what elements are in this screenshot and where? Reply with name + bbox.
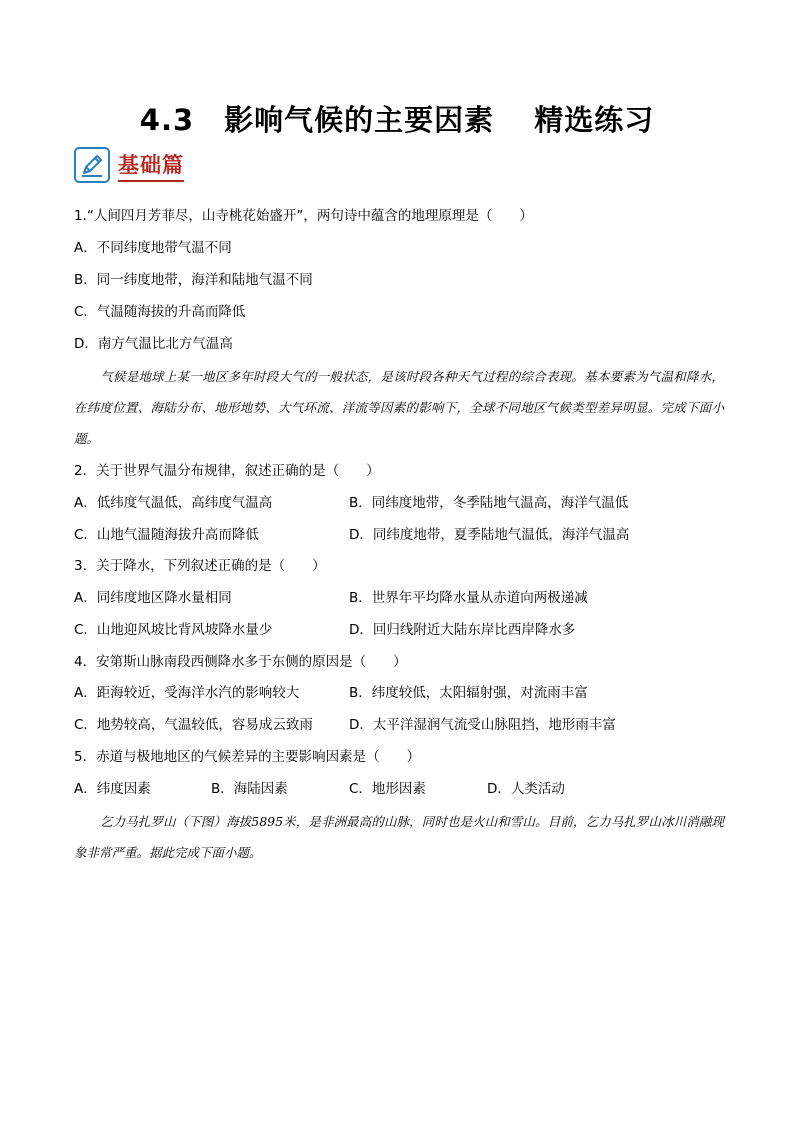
q2-option-c: C．山地气温随海拔升高而降低 bbox=[74, 527, 259, 543]
q4-option-b: B．纬度较低，太阳辐射强，对流雨丰富 bbox=[349, 685, 588, 701]
q5-option-b: B．海陆因素 bbox=[211, 781, 288, 797]
passage-climate bbox=[74, 361, 724, 454]
lesson-subtitle: 精选练习 bbox=[534, 103, 655, 137]
q4-option-d: D．太平洋湿润气流受山脉阻挡，地形雨丰富 bbox=[349, 717, 616, 733]
passage-climate-text: 气候是地球上某一地区多年时段大气的一般状态，是该时段各种天气过程的综合表现。基本要素为气温和降水，在纬度位置、海陆分布、地形地势、大气环流、洋流等因素的影响下，全球不同地区气候类型差异明显。完成下面小题。 bbox=[74, 369, 724, 446]
q5-option-d: D．人类活动 bbox=[487, 781, 565, 797]
q3-option-a: A．同纬度地区降水量相同 bbox=[74, 590, 232, 606]
q1-option-a: A．不同纬度地带气温不同 bbox=[74, 240, 232, 256]
passage-kilimanjaro-text: 乞力马扎罗山（下图）海拔5895米，是非洲最高的山脉，同时也是火山和雪山。目前，乞力马扎罗山冰川消融现象非常严重。据此完成下面小题。 bbox=[74, 814, 724, 860]
q1-option-c: C．气温随海拔的升高而降低 bbox=[74, 304, 246, 320]
question-5-stem: 5．赤道与极地地区的气候差异的主要影响因素是（ ） bbox=[74, 749, 421, 765]
q2-option-d: D．同纬度地带，夏季陆地气温低，海洋气温高 bbox=[349, 527, 630, 543]
passage-kilimanjaro bbox=[74, 806, 724, 868]
question-4-stem: 4．安第斯山脉南段西侧降水多于东侧的原因是（ ） bbox=[74, 654, 407, 670]
q3-option-c: C．山地迎风坡比背风坡降水量少 bbox=[74, 622, 273, 638]
page-title bbox=[0, 98, 794, 139]
lesson-number: 4.3 bbox=[139, 103, 195, 137]
q1-option-d: D．南方气温比北方气温高 bbox=[74, 336, 233, 352]
q1-option-b: B．同一纬度地带，海洋和陆地气温不同 bbox=[74, 272, 313, 288]
q3-option-b: B．世界年平均降水量从赤道向两极递减 bbox=[349, 590, 588, 606]
question-1-stem: 1.“人间四月芳菲尽，山寺桃花始盛开”，两句诗中蕴含的地理原理是（ ） bbox=[74, 208, 533, 224]
q5-option-c: C．地形因素 bbox=[349, 781, 426, 797]
q5-option-a: A．纬度因素 bbox=[74, 781, 151, 797]
q4-option-a: A．距海较近，受海洋水汽的影响较大 bbox=[74, 685, 300, 701]
question-2-stem: 2．关于世界气温分布规律，叙述正确的是（ ） bbox=[74, 463, 380, 479]
question-3-stem: 3．关于降水，下列叙述正确的是（ ） bbox=[74, 558, 326, 574]
q4-option-c: C．地势较高，气温较低，容易成云致雨 bbox=[74, 717, 313, 733]
q3-option-d: D．回归线附近大陆东岸比西岸降水多 bbox=[349, 622, 576, 638]
lesson-title: 影响气候的主要因素 bbox=[224, 103, 495, 137]
section-label: 基础篇 bbox=[118, 149, 184, 182]
section-header bbox=[74, 145, 184, 185]
pencil-icon bbox=[74, 147, 110, 183]
q2-option-b: B．同纬度地带，冬季陆地气温高，海洋气温低 bbox=[349, 495, 629, 511]
q2-option-a: A．低纬度气温低，高纬度气温高 bbox=[74, 495, 273, 511]
